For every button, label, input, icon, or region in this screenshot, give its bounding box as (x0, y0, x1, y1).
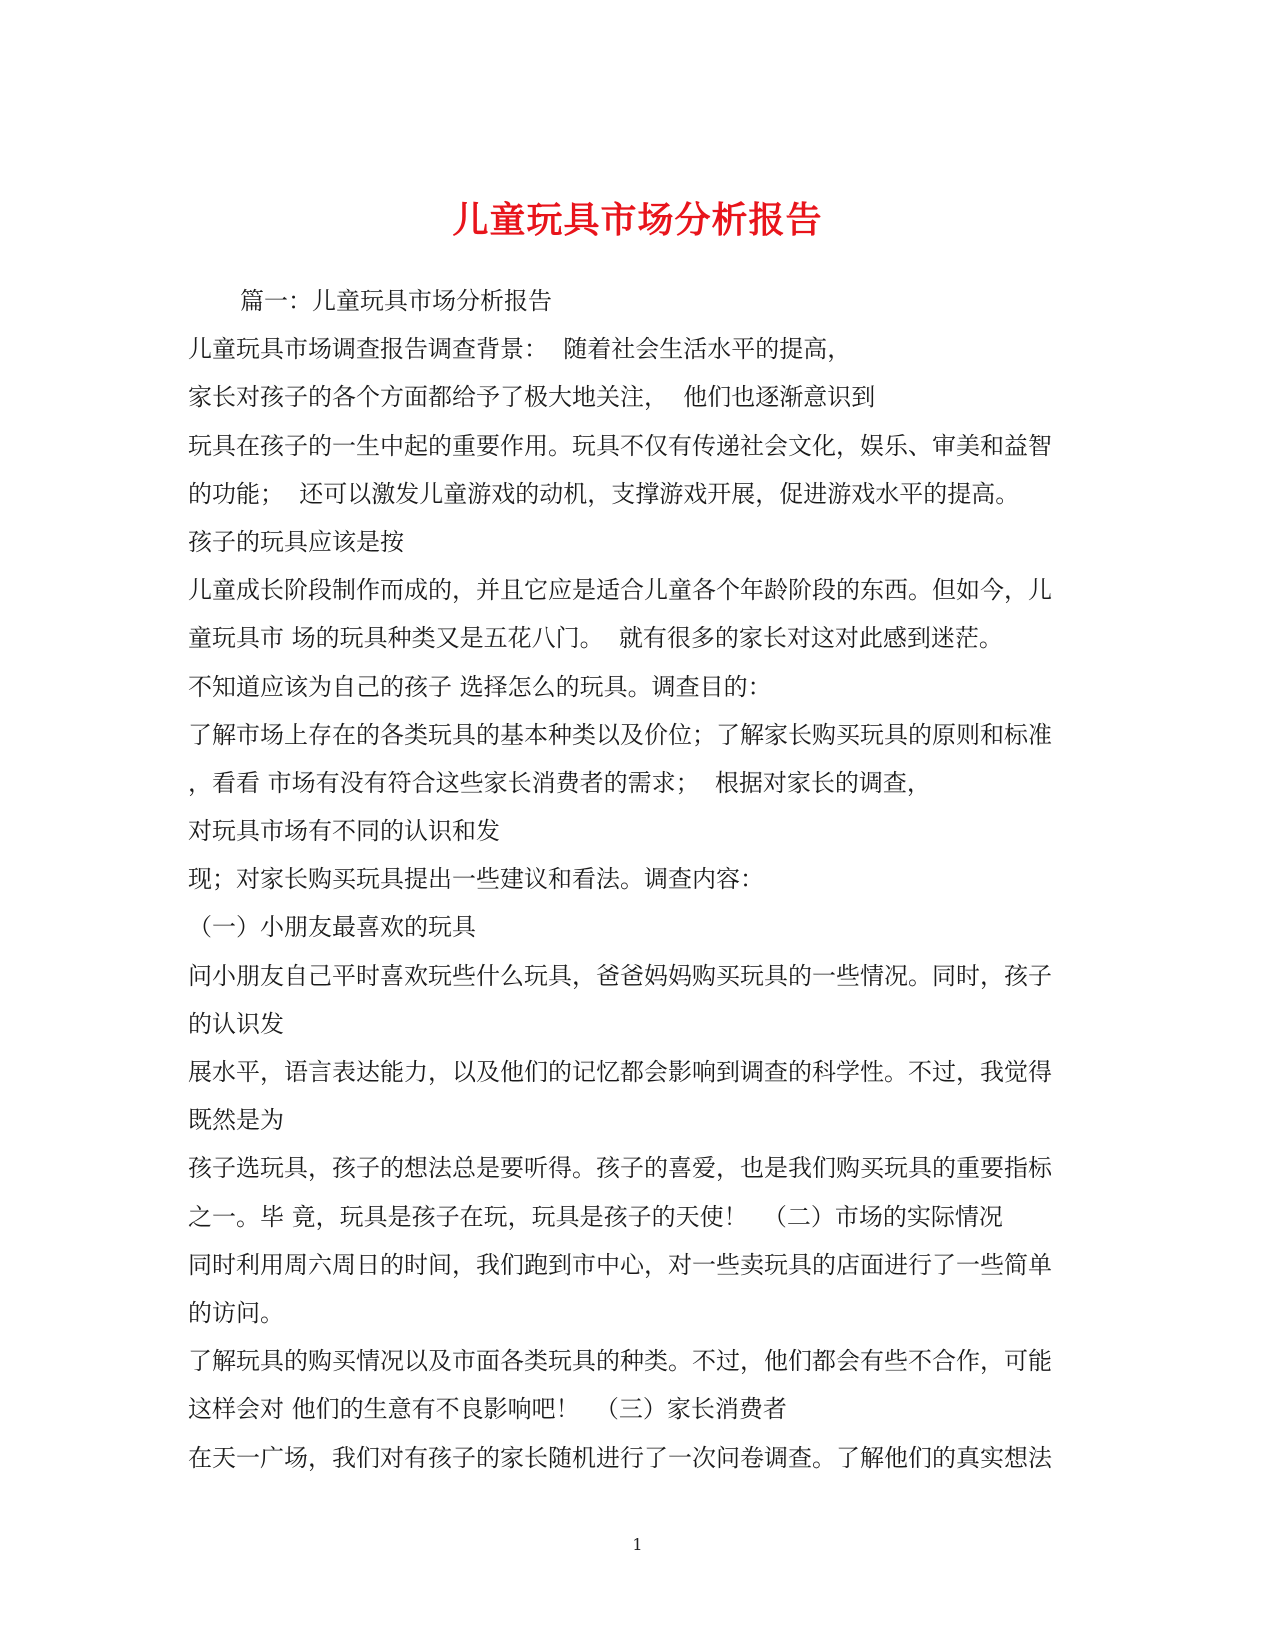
body-line: 不知道应该为自己的孩子 选择怎么的玩具。调查目的： (188, 672, 772, 701)
body-line: 同时利用周六周日的时间，我们跑到市中心，对一些卖玩具的店面进行了一些简单 (188, 1250, 1052, 1279)
body-line: ，看看 市场有没有符合这些家长消费者的需求； 根据对家长的调查， (188, 768, 931, 797)
subsection-heading: （一）小朋友最喜欢的玩具 (188, 913, 476, 942)
page-number: 1 (632, 1535, 643, 1554)
body-line: 儿童成长阶段制作而成的，并且它应是适合儿童各个年龄阶段的东西。但如今，儿 (188, 576, 1052, 605)
body-line: 这样会对 他们的生意有不良影响吧！ （三）家长消费者 (188, 1395, 787, 1424)
body-line: 问小朋友自己平时喜欢玩些什么玩具，爸爸妈妈购买玩具的一些情况。同时，孩子 (188, 961, 1052, 990)
body-line: 现；对家长购买玩具提出一些建议和看法。调查内容： (188, 865, 764, 894)
body-line: 了解玩具的购买情况以及市面各类玩具的种类。不过，他们都会有些不合作，可能 (188, 1347, 1052, 1376)
body-line: 之一。毕 竟，玩具是孩子在玩，玩具是孩子的天使！ （二）市场的实际情况 (188, 1202, 1003, 1231)
body-line: 的认识发 (188, 1009, 284, 1038)
body-line: 孩子的玩具应该是按 (188, 527, 404, 556)
body-line: 家长对孩子的各个方面都给予了极大地关注， 他们也逐渐意识到 (188, 383, 876, 412)
document-body (188, 277, 1088, 1482)
body-line: 了解市场上存在的各类玩具的基本种类以及价位；了解家长购买玩具的原则和标准 (188, 720, 1052, 749)
section-heading: 篇一：儿童玩具市场分析报告 (240, 287, 552, 315)
body-line: 童玩具市 场的玩具种类又是五花八门。 就有很多的家长对这对此感到迷茫。 (188, 624, 1003, 653)
body-line: 玩具在孩子的一生中起的重要作用。玩具不仅有传递社会文化，娱乐、审美和益智 (188, 431, 1052, 460)
body-line: 在天一广场，我们对有孩子的家长随机进行了一次问卷调查。了解他们的真实想法 (188, 1443, 1052, 1472)
document-title: 儿童玩具市场分析报告 (452, 199, 823, 242)
body-line: 的功能； 还可以激发儿童游戏的动机，支撑游戏开展，促进游戏水平的提高。 (188, 479, 1020, 508)
body-line: 的访问。 (188, 1298, 284, 1327)
body-line: 既然是为 (188, 1106, 284, 1135)
body-line: 孩子选玩具，孩子的想法总是要听得。孩子的喜爱，也是我们购买玩具的重要指标 (188, 1154, 1052, 1183)
body-line: 对玩具市场有不同的认识和发 (188, 817, 500, 846)
body-line: 展水平，语言表达能力，以及他们的记忆都会影响到调查的科学性。不过，我觉得 (188, 1058, 1052, 1086)
body-line: 儿童玩具市场调查报告调查背景： 随着社会生活水平的提高， (188, 335, 852, 364)
